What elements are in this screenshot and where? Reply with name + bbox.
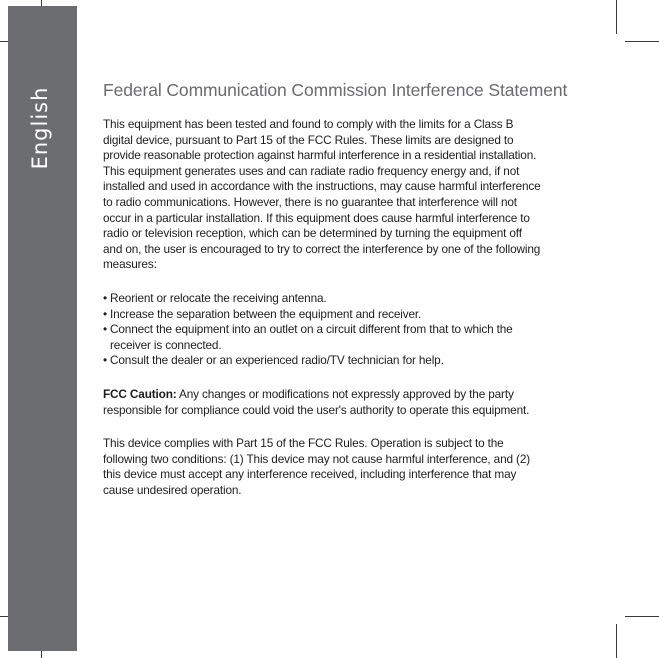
list-item-text: Consult the dealer or an experienced radio/TV technician for help. <box>110 353 444 368</box>
language-label: English <box>28 86 52 170</box>
language-sidebar <box>8 6 77 651</box>
text-line: occur in a particular installation. If this equipment does cause harmful interference to <box>103 210 530 225</box>
crop-mark <box>625 616 659 617</box>
caution-text: Any changes or modifications not expressly approved by the party <box>176 386 514 401</box>
text-line: responsible for compliance could void the user's authority to operate this equipment. <box>103 402 530 417</box>
text-line: This equipment generates uses and can radiate radio frequency energy and, if not <box>103 163 520 178</box>
caution-label: FCC Caution: <box>103 386 177 401</box>
list-item-text: Reorient or relocate the receiving antenna. <box>110 290 327 305</box>
text-line: This equipment has been tested and found to comply with the limits for a Class B <box>103 117 514 131</box>
list-item-text: Increase the separation between the equipment and receiver. <box>110 306 422 321</box>
caution-paragraph <box>103 387 583 418</box>
list-item-text: receiver is connected. <box>110 337 222 352</box>
text-line: provide reasonable protection against harmful interference in a residential installation. <box>103 148 537 163</box>
crop-mark <box>616 624 617 658</box>
compliance-paragraph <box>103 436 583 498</box>
bullet-icon: • <box>103 290 107 305</box>
text-line: radio or television reception, which can be determined by turning the equipment off <box>103 226 522 241</box>
crop-mark <box>625 41 659 42</box>
text-line: installed and used in accordance with the instructions, may cause harmful interference <box>103 179 541 194</box>
measures-list <box>103 291 583 369</box>
page-title: Federal Communication Commission Interference Statement <box>103 80 568 100</box>
text-line: following two conditions: (1) This device may not cause harmful interference, and (2) <box>103 451 531 466</box>
fcc-statement <box>103 80 583 516</box>
intro-paragraph <box>103 117 583 273</box>
text-line: This device complies with Part 15 of the FCC Rules. Operation is subject to the <box>103 436 504 451</box>
text-line: this device must accept any interference received, including interference that may <box>103 467 517 482</box>
crop-mark <box>616 0 617 34</box>
bullet-icon: • <box>103 306 107 321</box>
text-line: cause undesired operation. <box>103 482 242 497</box>
bullet-icon: • <box>103 353 107 368</box>
text-line: and on, the user is encouraged to try to correct the interference by one of the following <box>103 241 541 256</box>
list-item <box>103 307 583 323</box>
list-item-text: Connect the equipment into an outlet on a circuit different from that to which the <box>110 322 513 337</box>
text-line: measures: <box>103 257 157 272</box>
text-line: to radio communications. However, there is no guarantee that interference will not <box>103 194 517 209</box>
text-line: digital device, pursuant to Part 15 of the FCC Rules. These limits are designed to <box>103 132 514 147</box>
list-item <box>103 291 583 307</box>
list-item <box>103 322 583 353</box>
bullet-icon: • <box>103 322 107 337</box>
list-item <box>103 353 583 369</box>
text-line <box>103 387 583 403</box>
